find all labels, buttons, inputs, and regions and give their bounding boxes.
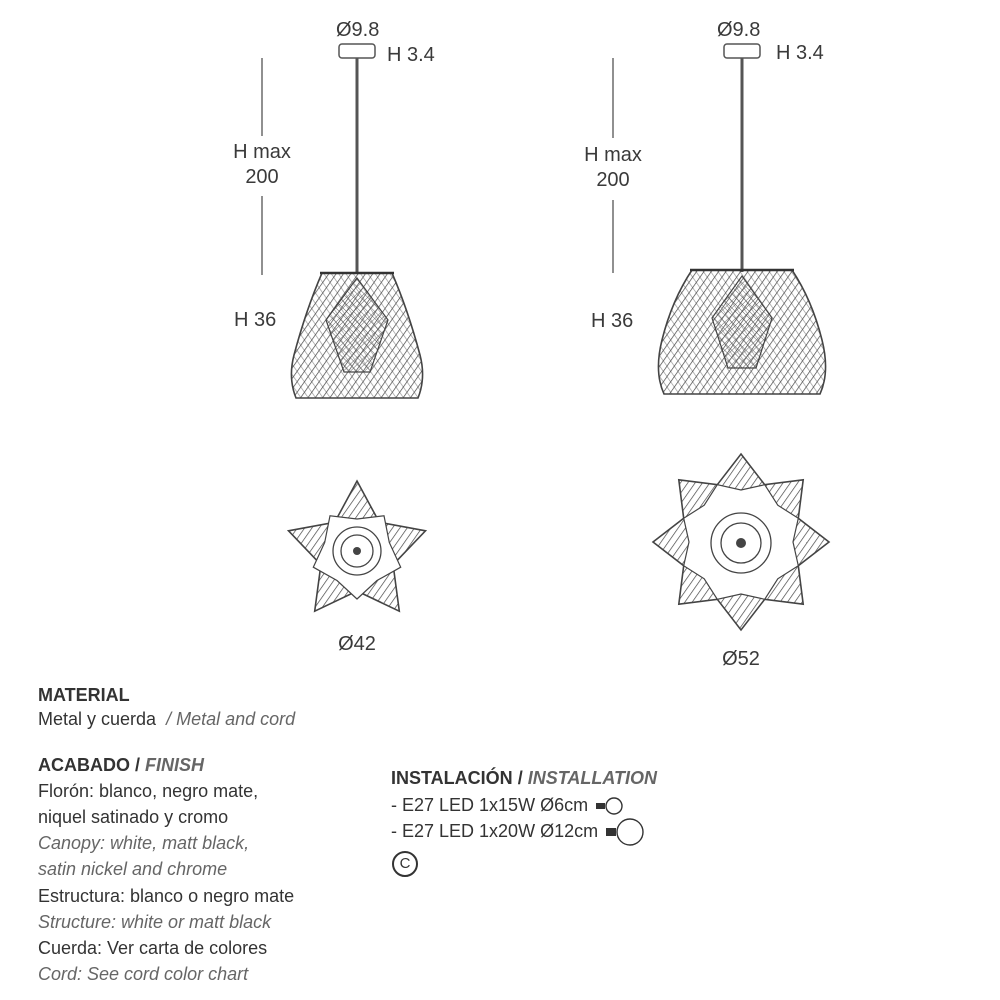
large-lamp-side-view	[584, 19, 825, 394]
material-text-es: Metal y cuerda	[38, 709, 157, 729]
finish-heading-en: FINISH	[145, 755, 205, 775]
large-bulb-icon	[605, 817, 645, 847]
finish-separator: /	[135, 755, 141, 775]
structure-es: Estructura: blanco o negro mate	[38, 886, 295, 906]
canopy-es-2: niquel satinado y cromo	[38, 807, 229, 827]
installation-item-2-text: - E27 LED 1x20W Ø12cm	[391, 820, 599, 841]
material-text-en: Metal and cord	[176, 709, 296, 729]
cord-en: Cord: See cord color chart	[38, 964, 249, 984]
large-diameter-label: Ø52	[722, 648, 760, 670]
large-canopy-height: H 3.4	[776, 42, 824, 64]
small-hmax-value: 200	[245, 166, 279, 188]
installation-heading-es: INSTALACIÓN	[391, 768, 513, 788]
finish-heading-es: ACABADO	[38, 755, 130, 775]
small-shade-height: H 36	[234, 309, 277, 331]
installation-item-2	[391, 817, 645, 847]
small-canopy-height: H 3.4	[387, 44, 435, 66]
copyright-icon	[392, 851, 418, 877]
large-canopy-diameter: Ø9.8	[717, 19, 761, 41]
canopy-en-1: Canopy: white, matt black,	[38, 833, 250, 853]
material-heading: MATERIAL	[38, 685, 130, 705]
large-shade-height: H 36	[591, 310, 634, 332]
large-lamp-top-view	[653, 454, 829, 670]
small-diameter-label: Ø42	[338, 633, 376, 655]
large-canopy	[724, 44, 760, 58]
installation-item-1	[391, 792, 625, 818]
small-canopy-diameter: Ø9.8	[336, 19, 380, 41]
installation-separator: /	[517, 768, 523, 788]
small-bulb-icon	[595, 795, 625, 817]
cord-es: Cuerda: Ver carta de colores	[38, 938, 268, 958]
small-canopy	[339, 44, 375, 58]
canopy-en-2: satin nickel and chrome	[38, 859, 228, 879]
installation-heading-en: INSTALLATION	[527, 768, 658, 788]
installation-item-1-text: - E27 LED 1x15W Ø6cm	[391, 795, 589, 815]
canopy-es-1: Florón: blanco, negro mate,	[38, 781, 259, 801]
small-lamp-side-view	[233, 19, 435, 398]
copyright-symbol: C	[392, 851, 418, 877]
finish-heading	[38, 752, 204, 778]
installation-heading	[391, 765, 657, 791]
material-line	[38, 706, 295, 732]
large-hmax-label: H max	[584, 144, 642, 166]
structure-en: Structure: white or matt black	[38, 912, 272, 932]
small-lamp-top-view	[289, 481, 426, 655]
large-hmax-value: 200	[596, 169, 630, 191]
material-separator: /	[166, 709, 172, 729]
small-hmax-label: H max	[233, 141, 291, 163]
